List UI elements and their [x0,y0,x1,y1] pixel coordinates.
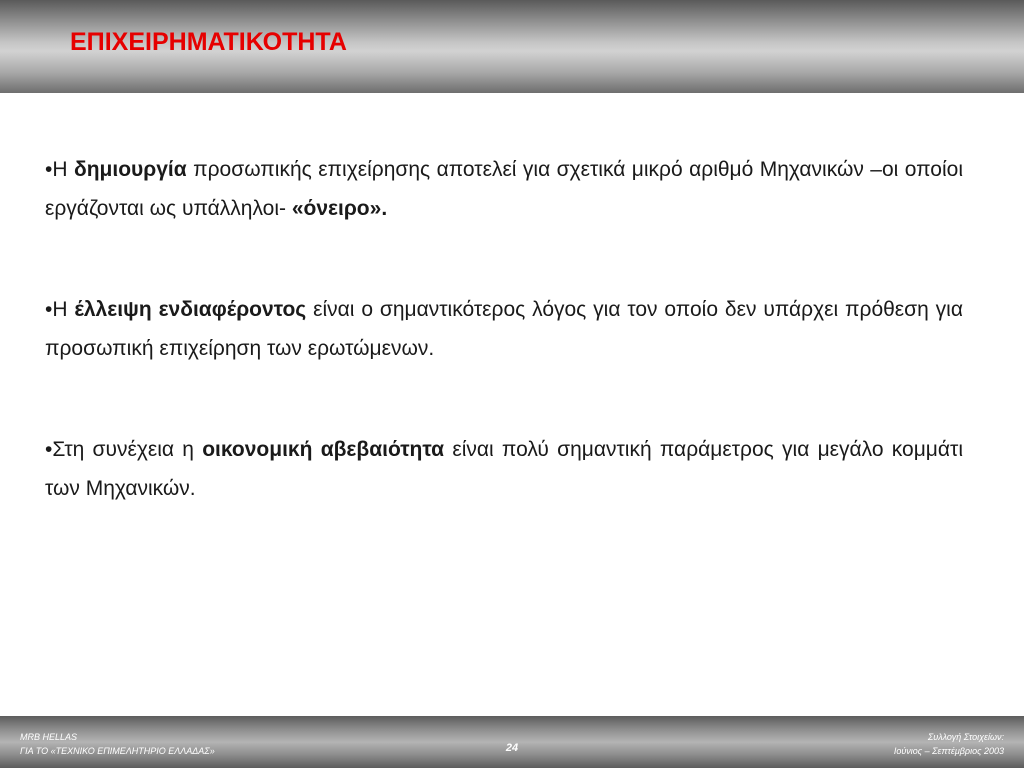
bullet-paragraph-2 [45,290,963,368]
footer-collection-period: Ιούνιος – Σεπτέμβριος 2003 [893,746,1004,756]
slide-body [45,150,963,508]
paragraph-text: είναι πολύ σημαντική παράμετρος για μεγάλο κομμάτι των Μηχανικών. [45,438,963,500]
bullet-marker: • [45,438,53,461]
paragraph-text: Στη συνέχεια η [52,438,203,461]
footer-client: ΓΙΑ ΤΟ «ΤΕΧΝΙΚΟ ΕΠΙΜΕΛΗΤΗΡΙΟ ΕΛΛΑΔΑΣ» [20,746,215,756]
bullet-paragraph-1 [45,150,963,228]
paragraph-emphasis: δημιουργία [73,158,187,181]
bullet-paragraph-3 [45,430,963,508]
paragraph-text: Η [52,158,74,181]
paragraph-text: είναι ο σημαντικότερος λόγος για τον οποίο δεν υπάρχει πρόθεση για προσωπική επιχείρηση των ερωτώμενων. [45,298,963,360]
paragraph-text: Η [52,298,75,321]
bullet-marker: • [45,158,53,181]
footer-data-collection [894,730,1004,758]
paragraph-emphasis: οικονομική αβεβαιότητα [202,438,445,461]
page-number: 24 [505,742,519,754]
paragraph-text: προσωπικής επιχείρησης αποτελεί για σχετικά μικρό αριθμό Μηχανικών –οι οποίοι εργάζονται ως υπάλληλοι- [45,158,963,220]
paragraph-emphasis: «όνειρο». [291,197,388,220]
footer-collection-label: Συλλογή Στοιχείων: [927,732,1004,742]
footer-company: MRB HELLAS [20,732,78,742]
slide-footer [0,716,1024,768]
slide-header [0,0,1024,93]
paragraph-emphasis: έλλειψη ενδιαφέροντος [74,298,307,321]
bullet-marker: • [45,298,53,321]
slide-title: ΕΠΙΧΕΙΡΗΜΑΤΙΚΟΤΗΤΑ [70,28,347,56]
